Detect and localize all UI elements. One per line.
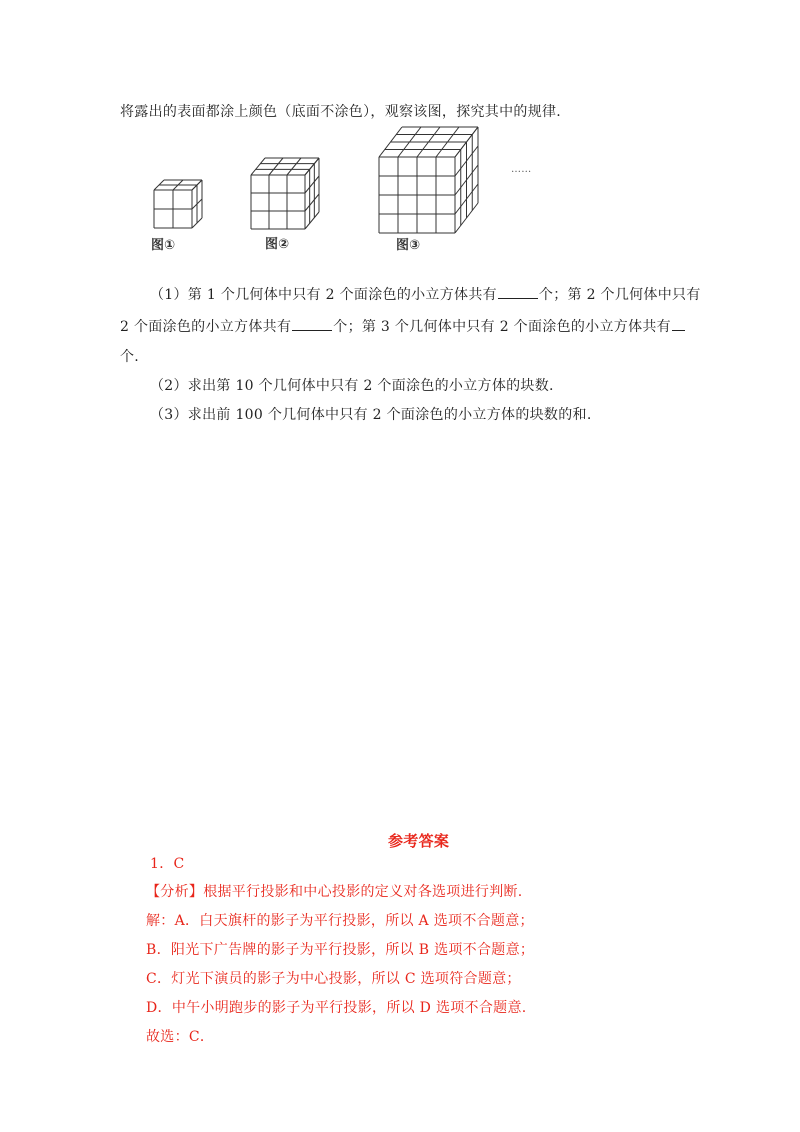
figure-2-label: 图② (265, 237, 290, 252)
right-grid-r (305, 194, 319, 211)
cube-figure-1 (154, 180, 202, 228)
top-grid-r (251, 158, 265, 175)
top-grid-r (287, 158, 301, 175)
answer-solution-b: B．阳光下广告牌的影子为平行投影，所以 B 选项不合题意； (146, 942, 535, 958)
part1-text-a: （1）第 1 个几何体中只有 2 个面涂色的小立方体共有 (150, 287, 497, 303)
answer-blank-3[interactable] (672, 316, 685, 331)
figure-1-label: 图① (151, 238, 176, 253)
answer-solution-c: C．灯光下演员的影子为中心投影，所以 C 选项符合题意； (146, 971, 521, 987)
answer-conclusion: 故选：C． (146, 1029, 215, 1045)
figure-3-label: 图③ (396, 238, 421, 253)
part1-text-c: 2 个面涂色的小立方体共有 (120, 319, 292, 335)
answer-blank-2[interactable] (292, 316, 332, 331)
answer-solution-a: 解：A．白天旗杆的影子为平行投影，所以 A 选项不合题意； (146, 913, 534, 929)
right-grid-r (305, 176, 319, 193)
part1-text-d: 个；第 3 个几何体中只有 2 个面涂色的小立方体共有 (333, 319, 671, 335)
question-intro: 将露出的表面都涂上颜色（底面不涂色），观察该图，探究其中的规律. (120, 104, 562, 120)
answer-analysis: 【分析】根据平行投影和中心投影的定义对各选项进行判断. (146, 884, 523, 900)
top-grid-r (269, 158, 283, 175)
part1-text-b: 个；第 2 个几何体中只有 (538, 287, 701, 303)
part3: （3）求出前 100 个几何体中只有 2 个面涂色的小立方体的块数的和. (150, 407, 592, 423)
figure-ellipsis: …… (511, 164, 532, 175)
part2: （2）求出第 10 个几何体中只有 2 个面涂色的小立方体的块数. (150, 378, 554, 394)
right-grid-r (305, 212, 319, 229)
answer-blank-1[interactable] (498, 284, 538, 299)
answer-title: 参考答案 (388, 832, 450, 850)
answer-item-number: 1．C (150, 856, 185, 872)
part1-line3: 个. (120, 349, 140, 365)
cube-figure-3 (379, 127, 478, 233)
part1-line1 (150, 284, 701, 304)
answer-solution-d: D．中午小明跑步的影子为平行投影，所以 D 选项不合题意. (146, 1000, 527, 1016)
right-grid-r (305, 158, 319, 175)
cube-figure-2 (251, 158, 319, 229)
part1-line2 (120, 316, 686, 336)
